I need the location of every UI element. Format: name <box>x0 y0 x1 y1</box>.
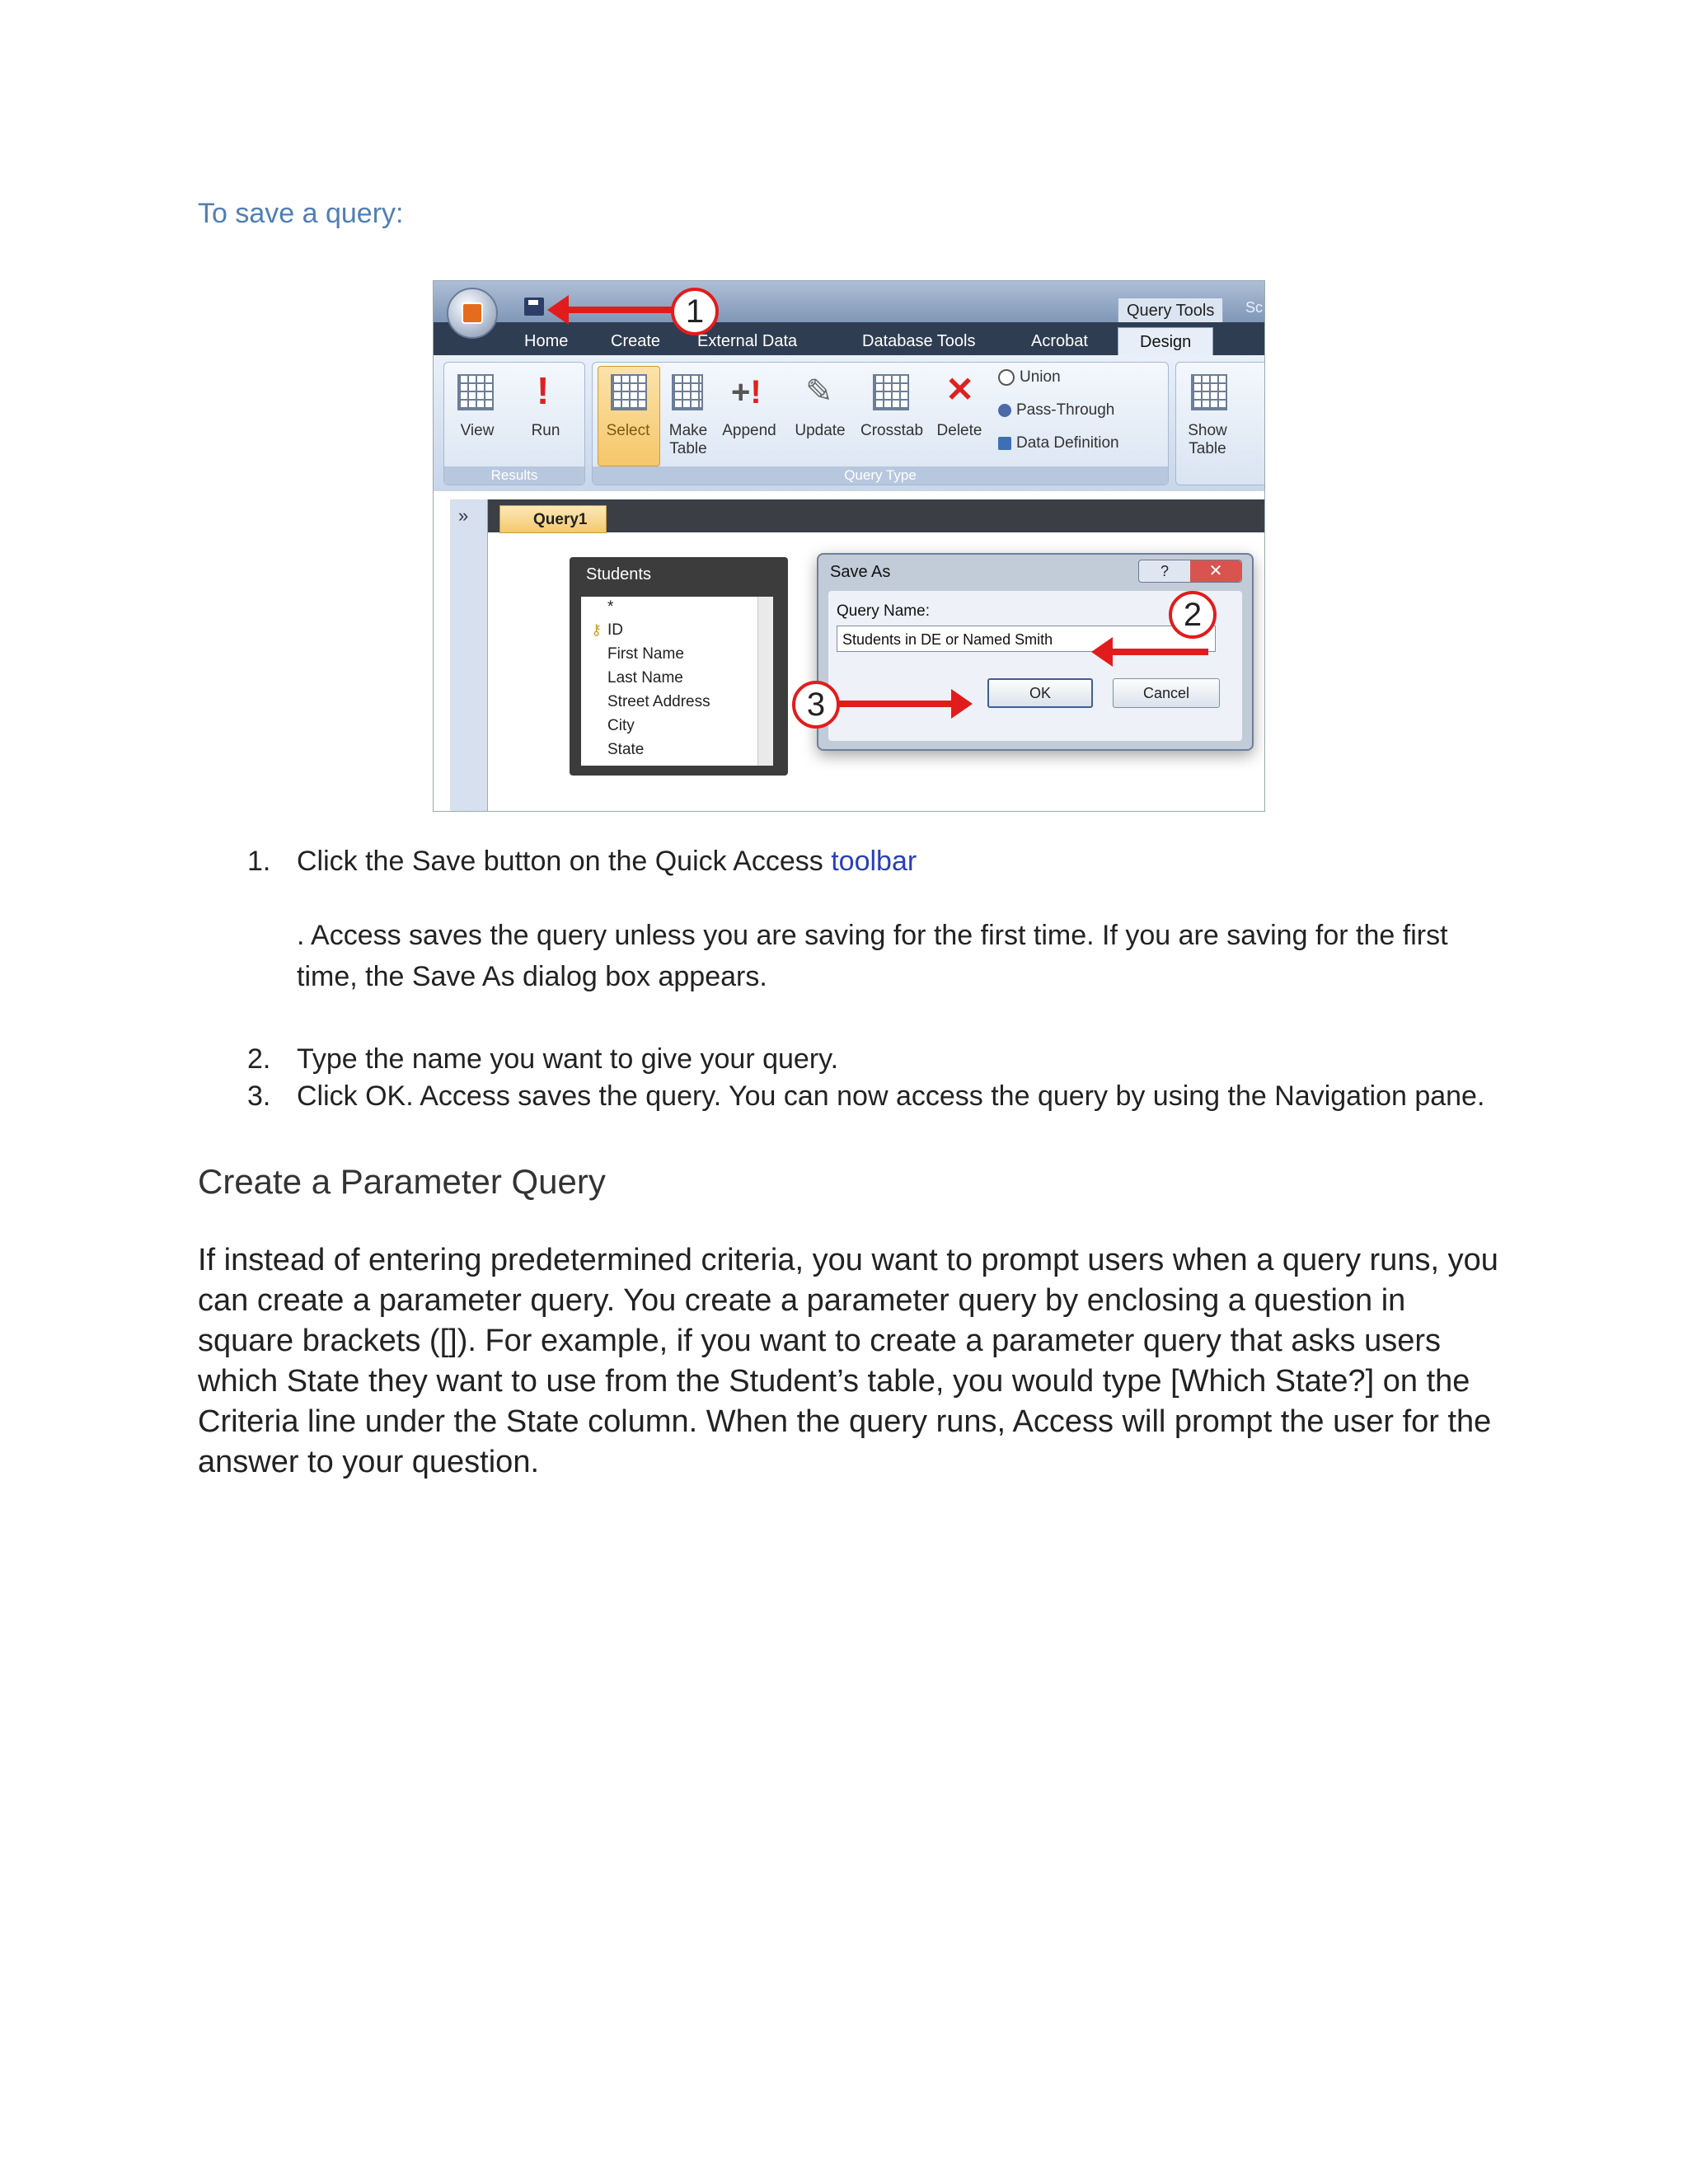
update-button[interactable]: Update <box>795 422 846 439</box>
globe-icon <box>998 404 1011 417</box>
tab-acrobat[interactable]: Acrobat <box>1031 332 1088 350</box>
step-1-continuation-line1: . Access saves the query unless you are saving for the first time. If you are saving for the first <box>297 920 1448 951</box>
results-group-label: Results <box>444 466 584 485</box>
toolbar-link[interactable]: toolbar <box>831 846 917 877</box>
access-screenshot <box>433 280 1265 812</box>
ribbon <box>434 355 1265 491</box>
office-button[interactable] <box>447 288 498 339</box>
step-text <box>297 845 917 878</box>
section-heading: Create a Parameter Query <box>198 1162 606 1201</box>
union-label: Union <box>1020 368 1061 386</box>
close-icon[interactable]: ✕ <box>1190 560 1241 582</box>
tab-database-tools[interactable]: Database Tools <box>862 332 976 350</box>
section-body: If instead of entering predetermined criteria, you want to prompt users when a query runs, you can create a parameter query. You create a parameter query by enclosing a question in square brackets ([]). For example, if you want to create a parameter query that asks users which State they want to use from the Student’s table, you would type [Which State?] on the Criteria line under the State column. When the query runs, Access will prompt the user for the answer to your question. <box>198 1243 1498 1479</box>
step-number: 3. <box>247 1080 271 1112</box>
select-label: Select <box>606 422 650 439</box>
select-icon <box>611 374 647 410</box>
make-table-button[interactable] <box>663 422 713 458</box>
union-icon <box>998 369 1015 386</box>
query-type-group-label: Query Type <box>593 466 1168 485</box>
tab-design[interactable]: Design <box>1118 327 1213 356</box>
pass-through-label: Pass-Through <box>1016 401 1115 419</box>
show-table-label-line2: Table <box>1189 440 1226 457</box>
step-1-text: Click the Save button on the Quick Access <box>297 846 832 877</box>
make-table-icon <box>672 374 703 410</box>
run-icon: ! <box>537 369 550 412</box>
show-table-button[interactable] <box>1181 422 1234 458</box>
field-item[interactable]: State <box>607 741 645 758</box>
view-button[interactable]: View <box>460 422 495 439</box>
field-item[interactable]: City <box>607 717 635 734</box>
callout-2: 2 <box>1169 591 1217 639</box>
query-name-label: Query Name: <box>837 602 930 620</box>
view-icon <box>457 374 494 410</box>
office-logo-icon <box>462 302 483 324</box>
navigation-pane-collapsed[interactable] <box>450 499 488 812</box>
crosstab-button[interactable]: Crosstab <box>860 422 924 439</box>
delete-button[interactable]: Delete <box>936 422 982 439</box>
pencil-icon <box>998 437 1011 450</box>
step-number: 2. <box>247 1043 271 1075</box>
save-icon[interactable] <box>524 298 544 316</box>
delete-icon: ✕ <box>945 370 975 409</box>
results-group <box>443 362 585 485</box>
cancel-button[interactable]: Cancel <box>1113 678 1220 708</box>
append-button[interactable]: Append <box>722 422 776 439</box>
step-1-continuation-line2: time, the Save As dialog box appears. <box>297 961 767 992</box>
show-table-icon <box>1191 374 1227 410</box>
run-button[interactable]: Run <box>531 422 560 439</box>
field-item[interactable]: First Name <box>607 645 684 663</box>
arrow-to-ok <box>839 701 954 707</box>
nav-expand-chevron-icon[interactable]: » <box>458 505 469 526</box>
make-table-label-line1: Make <box>668 422 708 439</box>
students-field-list <box>581 597 772 766</box>
students-table-box[interactable] <box>570 557 788 776</box>
tab-home[interactable]: Home <box>524 332 569 350</box>
make-table-label-line2: Table <box>669 440 707 457</box>
sc-label: Sc <box>1245 299 1264 316</box>
callout-1: 1 <box>671 288 719 335</box>
tab-create[interactable]: Create <box>611 332 661 350</box>
subheading-to-save-a-query: To save a query: <box>198 198 404 229</box>
show-table-label-line1: Show <box>1188 422 1227 439</box>
data-definition-button[interactable] <box>998 434 1119 453</box>
field-item[interactable]: Street Address <box>607 693 710 710</box>
step-text: Type the name you want to give your query. <box>297 1043 839 1075</box>
show-table-group <box>1175 362 1265 485</box>
step-text: Click OK. Access saves the query. You can now access the query by using the Navigation pane. <box>297 1080 1485 1112</box>
dialog-title-buttons <box>1138 560 1242 583</box>
union-button[interactable] <box>998 368 1061 387</box>
query-type-group <box>592 362 1169 485</box>
tab-external-data[interactable]: External Data <box>697 332 798 350</box>
callout-3: 3 <box>792 681 840 729</box>
tab-query1[interactable]: Query1 <box>499 505 607 533</box>
arrow-to-query-name <box>1109 649 1208 655</box>
field-item[interactable]: * <box>607 598 614 616</box>
crosstab-icon <box>873 374 909 410</box>
save-as-dialog-title: Save As <box>830 563 891 581</box>
students-table-title: Students <box>586 565 651 583</box>
help-icon[interactable]: ? <box>1160 563 1169 579</box>
arrow-to-save-icon <box>565 307 673 313</box>
ok-button[interactable]: OK <box>987 678 1093 708</box>
field-item[interactable]: Last Name <box>607 669 683 687</box>
query-name-input[interactable]: Students in DE or Named Smith <box>837 626 1216 652</box>
field-list-scrollbar[interactable] <box>757 597 773 766</box>
step-number: 1. <box>247 846 271 877</box>
pass-through-button[interactable] <box>998 401 1114 420</box>
key-icon: ⚷ <box>591 621 603 638</box>
append-icon: +! <box>731 374 762 410</box>
query-tools-label: Query Tools <box>1118 298 1223 323</box>
field-item[interactable]: ID <box>607 621 623 639</box>
data-definition-label: Data Definition <box>1016 434 1119 452</box>
update-icon: ✎ <box>805 373 833 410</box>
